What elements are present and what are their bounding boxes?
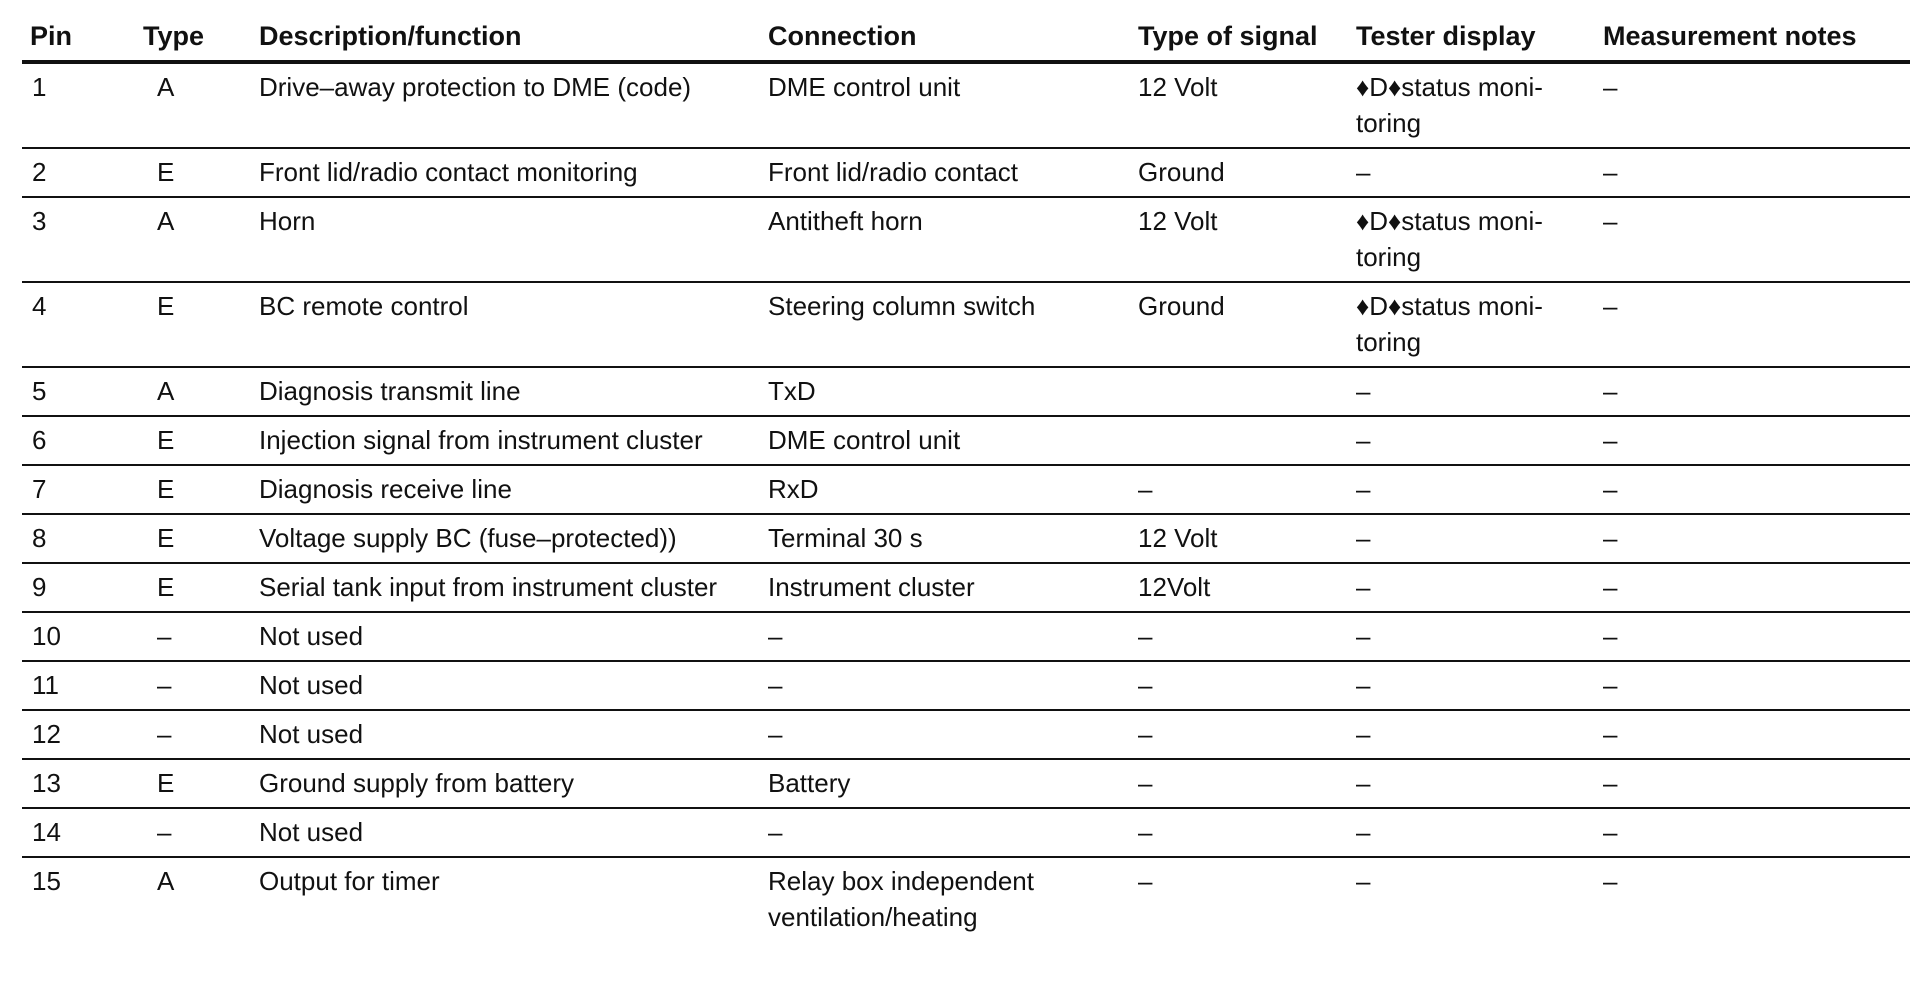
description-cell: Voltage supply BC (fuse–protected)): [251, 514, 760, 563]
signal-cell: 12Volt: [1130, 563, 1348, 612]
table-row: [22, 197, 1910, 282]
table-row: [22, 62, 1910, 148]
type-cell: E: [135, 416, 251, 465]
signal-cell: 12 Volt: [1130, 197, 1348, 282]
connection-cell: Terminal 30 s: [760, 514, 1130, 563]
pin-cell: 12: [22, 710, 135, 759]
header-type: Type: [135, 14, 251, 62]
description-cell: Not used: [251, 710, 760, 759]
notes-cell: –: [1595, 563, 1910, 612]
signal-cell: Ground: [1130, 148, 1348, 197]
connection-cell: Battery: [760, 759, 1130, 808]
tester-cell: –: [1348, 661, 1595, 710]
header-signal: Type of signal: [1130, 14, 1348, 62]
description-cell: Ground supply from battery: [251, 759, 760, 808]
signal-cell: –: [1130, 661, 1348, 710]
description-cell: Drive–away protection to DME (code): [251, 62, 760, 148]
tester-cell: –: [1348, 710, 1595, 759]
tester-cell: –: [1356, 866, 1371, 896]
type-cell: –: [135, 808, 251, 857]
table-row: [22, 465, 1910, 514]
notes-cell: –: [1595, 808, 1910, 857]
notes-cell: –: [1595, 62, 1910, 148]
table-row: [22, 857, 1910, 941]
signal-cell: 12 Volt: [1130, 62, 1348, 148]
signal-cell: [1130, 416, 1348, 465]
type-cell: –: [135, 661, 251, 710]
notes-cell: –: [1595, 710, 1910, 759]
tester-cell: –: [1348, 367, 1595, 416]
connection-cell: DME control unit: [760, 416, 1130, 465]
connection-cell: Front lid/radio contact: [760, 148, 1130, 197]
tester-cell: ♦D♦status moni- toring: [1348, 62, 1595, 148]
tester-cell: –: [1348, 416, 1595, 465]
connection-cell: –: [760, 808, 1130, 857]
table-row: [22, 710, 1910, 759]
pin-cell: 2: [22, 148, 135, 197]
tester-cell: –: [1348, 612, 1595, 661]
notes-cell: –: [1595, 465, 1910, 514]
notes-cell: –: [1595, 148, 1910, 197]
type-cell: E: [135, 148, 251, 197]
header-connection: Connection: [760, 14, 1130, 62]
header-pin: Pin: [22, 14, 135, 62]
type-cell: A: [157, 866, 175, 896]
pin-cell: 14: [22, 808, 135, 857]
table-row: [22, 808, 1910, 857]
notes-cell: –: [1595, 612, 1910, 661]
type-cell: E: [135, 282, 251, 367]
description-cell: Diagnosis receive line: [251, 465, 760, 514]
tester-cell: –: [1348, 514, 1595, 563]
connection-cell: TxD: [760, 367, 1130, 416]
pin-assignment-table: [22, 14, 1910, 941]
notes-cell: –: [1595, 197, 1910, 282]
connection-cell: RxD: [760, 465, 1130, 514]
pin-cell: 7: [22, 465, 135, 514]
type-cell: –: [135, 710, 251, 759]
pin-cell: 9: [22, 563, 135, 612]
tester-cell: –: [1348, 465, 1595, 514]
type-cell: E: [135, 563, 251, 612]
tester-cell: ♦D♦status moni- toring: [1348, 197, 1595, 282]
notes-cell: –: [1595, 416, 1910, 465]
tester-cell: ♦D♦status moni- toring: [1348, 282, 1595, 367]
table-row: [22, 416, 1910, 465]
connection-cell: DME control unit: [760, 62, 1130, 148]
description-cell: Not used: [251, 661, 760, 710]
header-measurement-notes: Measurement notes: [1595, 14, 1910, 62]
pin-cell: 15: [32, 866, 61, 896]
pin-cell: 1: [22, 62, 135, 148]
pin-cell: 3: [22, 197, 135, 282]
signal-cell: –: [1138, 866, 1153, 896]
description-cell: Not used: [251, 612, 760, 661]
tester-cell: –: [1348, 148, 1595, 197]
signal-cell: –: [1130, 612, 1348, 661]
type-cell: E: [135, 514, 251, 563]
signal-cell: [1130, 367, 1348, 416]
table-row: [22, 759, 1910, 808]
tester-cell: –: [1348, 808, 1595, 857]
table-row: [22, 661, 1910, 710]
type-cell: –: [135, 612, 251, 661]
connection-cell: Antitheft horn: [760, 197, 1130, 282]
pin-cell: 5: [22, 367, 135, 416]
table-row: [22, 282, 1910, 367]
signal-cell: –: [1130, 808, 1348, 857]
pin-cell: 10: [22, 612, 135, 661]
pin-cell: 13: [22, 759, 135, 808]
notes-cell: –: [1595, 514, 1910, 563]
table-row: [22, 612, 1910, 661]
type-cell: A: [135, 197, 251, 282]
notes-cell: –: [1595, 759, 1910, 808]
header-description: Description/function: [251, 14, 760, 62]
signal-cell: –: [1130, 710, 1348, 759]
description-cell: Injection signal from instrument cluster: [251, 416, 760, 465]
pin-cell: 4: [22, 282, 135, 367]
description-cell: Not used: [251, 808, 760, 857]
connection-cell: Steering column switch: [760, 282, 1130, 367]
notes-cell: –: [1603, 866, 1618, 896]
description-cell: Diagnosis transmit line: [251, 367, 760, 416]
table-row: [22, 563, 1910, 612]
description-cell: BC remote control: [251, 282, 760, 367]
notes-cell: –: [1595, 367, 1910, 416]
connection-cell: Relay box independent ventilation/heating: [768, 866, 1034, 932]
pin-cell: 6: [22, 416, 135, 465]
table-row: [22, 514, 1910, 563]
connection-cell: –: [760, 612, 1130, 661]
pin-cell: 11: [22, 661, 135, 710]
connection-cell: –: [760, 710, 1130, 759]
notes-cell: –: [1595, 661, 1910, 710]
type-cell: A: [135, 62, 251, 148]
connection-cell: –: [760, 661, 1130, 710]
signal-cell: –: [1130, 465, 1348, 514]
type-cell: A: [135, 367, 251, 416]
connection-cell: Instrument cluster: [760, 563, 1130, 612]
table-row: [22, 148, 1910, 197]
description-cell: Front lid/radio contact monitoring: [251, 148, 760, 197]
description-cell: Output for timer: [259, 866, 440, 896]
description-cell: Horn: [251, 197, 760, 282]
notes-cell: –: [1595, 282, 1910, 367]
type-cell: E: [135, 759, 251, 808]
header-row: [22, 14, 1910, 62]
signal-cell: Ground: [1130, 282, 1348, 367]
pin-cell: 8: [22, 514, 135, 563]
description-cell: Serial tank input from instrument cluster: [251, 563, 760, 612]
tester-cell: –: [1348, 563, 1595, 612]
header-tester-display: Tester display: [1348, 14, 1595, 62]
signal-cell: –: [1130, 759, 1348, 808]
type-cell: E: [135, 465, 251, 514]
signal-cell: 12 Volt: [1130, 514, 1348, 563]
pin-assignment-sheet: [22, 14, 1910, 941]
table-row: [22, 367, 1910, 416]
tester-cell: –: [1348, 759, 1595, 808]
